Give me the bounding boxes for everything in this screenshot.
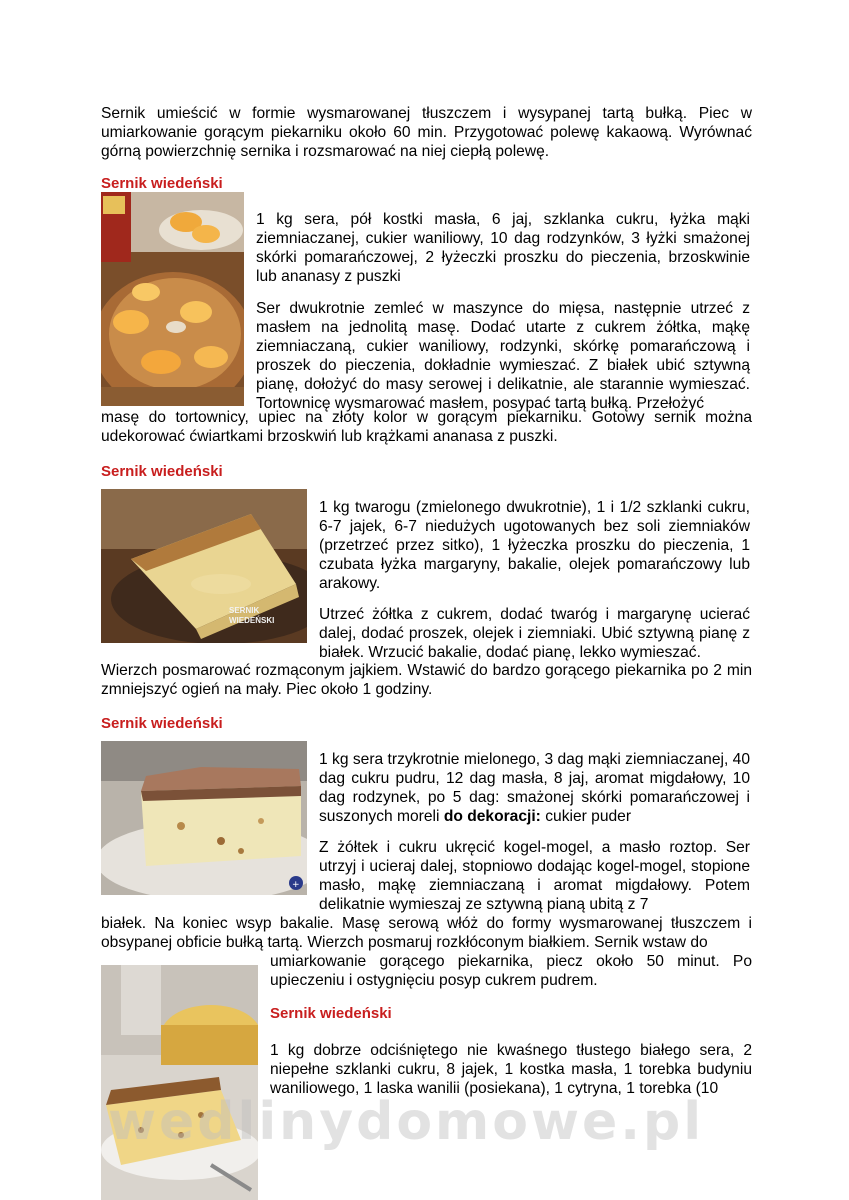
recipe-3-ingredients-text: 1 kg sera trzykrotnie mielonego, 3 dag mąki ziemniaczanej, 40 dag cukru pudru, 12 dag masła, 8 jaj, aromat migdałowy, 10 dag rodzynek, po 5 dag: smażonej skórki pomarańczowej i suszonych moreli (319, 751, 750, 825)
cheesecake-slice-image (101, 489, 307, 643)
recipe-1-title: Sernik wiedeński (101, 175, 223, 192)
recipe-2-method-full: Wierzch posmarować rozmąconym jajkiem. Wstawić do bardzo gorącego piekarnika po 2 min zmniejszyć ogień na mały. Piec około 1 godziny. (101, 662, 752, 698)
recipe-2-ingredients: 1 kg twarogu (zmielonego dwukrotnie), 1 i 1/2 szklanki cukru, 6-7 jajek, 6-7 niedużych ugotowanych bez soli ziemniaków (przetrzeć przez sitko), 1 łyżeczka proszku do pieczenia, 1 czubata łyżka margaryny, bakalie, olejek pomarańczowy lub arakowy. (319, 499, 750, 592)
recipe-3-method-side: Z żółtek i cukru ukręcić kogel-mogel, a masło roztop. Ser utrzyj i ucieraj dalej, stopniowo dodając kogel-mogel, stopione masło, mąkę ziemniaczaną i aromat migdałowy. Potem delikatnie wymieszaj ze sztywną pianą ubitą z 7 (319, 839, 750, 913)
peach-cheesecake-photo (101, 192, 244, 406)
intro-paragraph: Sernik umieścić w formie wysmarowanej tłuszczem i wysypanej tartą bułką. Piec w umiarkowanie gorącym piekarniku około 60 min. Przygotować polewę kakaową. Wyrównać górną powierzchnię sernika i rozsmarować na niej ciepłą polewę. (101, 105, 752, 160)
recipe-4-title: Sernik wiedeński (270, 1005, 392, 1022)
chocolate-topped-cheesecake-photo (101, 741, 307, 895)
photo-caption-line-2: WIEDEŃSKI (229, 616, 275, 625)
recipe-1-method-full: masę do tortownicy, upiec na złoty kolor w gorącym piekarniku. Gotowy sernik można udekorować ćwiartkami brzoskwiń lub krążkami ananasa z puszki. (101, 409, 752, 445)
watermark: wedlinydomowe.pl (108, 1092, 705, 1152)
recipe-3-title: Sernik wiedeński (101, 715, 223, 732)
peach-cheesecake-image (101, 192, 244, 406)
cheesecake-on-plate-photo (101, 965, 258, 1200)
recipe-3-method-full: białek. Na koniec wsyp bakalie. Masę serową włóż do formy wysmarowanej tłuszczem i obsypanej obficie bułką tartą. Wierzch posmaruj rozkłóconym białkiem. Sernik wstaw do (101, 915, 752, 951)
recipe-1-method-side: Ser dwukrotnie zemleć w maszynce do mięsa, następnie utrzeć z masłem na jednolitą masę. Dodać utarte z cukrem żółtka, mąkę ziemniaczaną, cukier waniliowy, rodzynki, skórkę pomarańczową i proszek do pieczenia, dokładnie wymieszać. Z białek ubić sztywną pianę, dołożyć do masy serowej i delikatnie, ale starannie wymieszać. Tortownicę wysmarować masłem, posypać tartą bułką. Przełożyć (256, 300, 750, 412)
recipe-3-ingredients (319, 750, 750, 826)
chocolate-cheesecake-image (101, 741, 307, 895)
cheesecake-slice-photo (101, 489, 307, 643)
decoration-text: cukier puder (545, 808, 632, 825)
recipe-2-method-side: Utrzeć żółtka z cukrem, dodać twaróg i margarynę ucierać dalej, dodać proszek, olejek i ziemniaki. Ubić sztywną pianę z białek. Wrzucić bakalie, dodać pianę, lekko wymieszać. (319, 606, 750, 661)
recipe-3-method-side-2: umiarkowanie gorącego piekarnika, piecz około 50 minut. Po upieczeniu i ostygnięciu posyp cukrem pudrem. (270, 953, 752, 989)
recipe-1-ingredients: 1 kg sera, pół kostki masła, 6 jaj, szklanka cukru, łyżka mąki ziemniaczanej, cukier waniliowy, 10 dag rodzynków, 3 łyżki smażonej skórki pomarańczowej, 2 łyżeczki proszku do pieczenia, brzoskwinie lub ananasy z puszki (256, 211, 750, 285)
decoration-label: do dekoracji: (443, 808, 541, 825)
recipe-4-ingredients: 1 kg dobrze odciśniętego nie kwaśnego tłustego białego sera, 2 niepełne szklanki cukru, 8 jajek, 1 kostka masła, 1 torebka budyniu waniliowego, 1 laska wanilii (posiekana), 1 cytryna, 1 torebka (10 (270, 1042, 752, 1097)
photo-caption-line-1: SERNIK (229, 606, 260, 615)
recipe-2-title: Sernik wiedeński (101, 463, 223, 480)
cheesecake-plate-image (101, 965, 258, 1200)
svg-text:+: + (292, 880, 300, 890)
